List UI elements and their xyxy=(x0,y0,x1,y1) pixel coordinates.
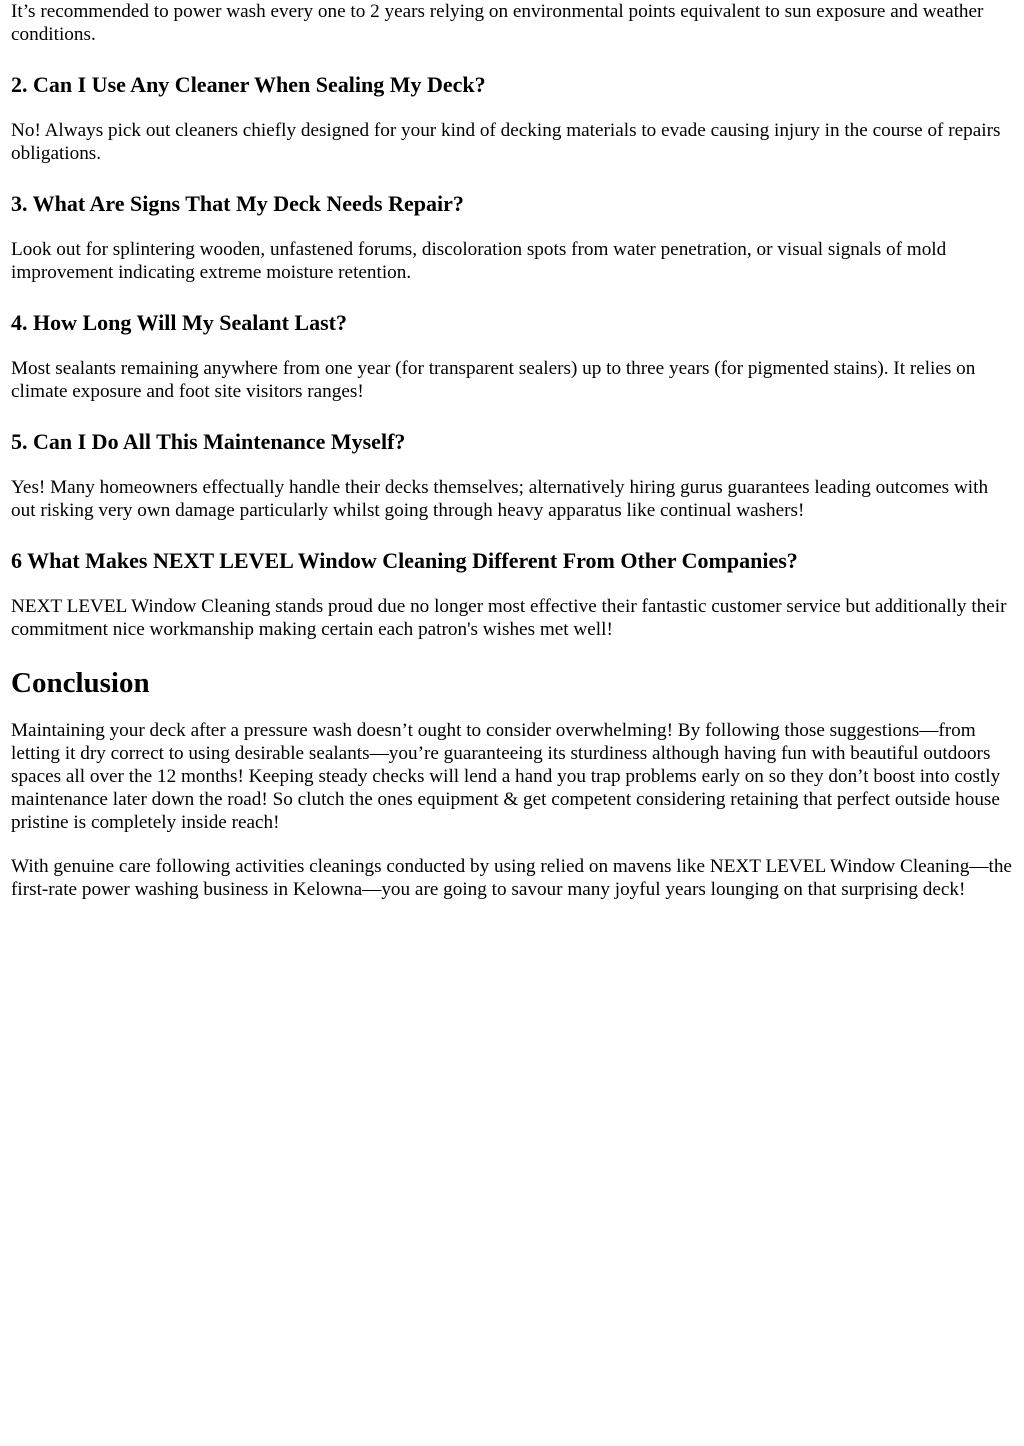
faq-answer-5: Yes! Many homeowners effectually handle their decks themselves; alternatively hiring gurus guarantees leading outcomes with out risking very own damage particularly whilst going through heavy apparatus like continual washers! xyxy=(11,477,989,521)
faq-answer-4: Most sealants remaining anywhere from one year (for transparent sealers) up to three years (for pigmented stains). It relies on climate exposure and foot site visitors ranges! xyxy=(11,358,976,402)
conclusion-paragraph-2: With genuine care following activities cleanings conducted by using relied on mavens like NEXT LEVEL Window Cleaning—the first-rate power washing business in Kelowna—you are going to savour many joyful years lounging on that surprising deck! xyxy=(11,856,1012,900)
faq-answer-2: No! Always pick out cleaners chiefly designed for your kind of decking materials to evade causing injury in the course of repairs obligations. xyxy=(11,120,1001,164)
faq-answer-6: NEXT LEVEL Window Cleaning stands proud due no longer most effective their fantastic customer service but additionally their commitment nice workmanship making certain each patron's wishes met well! xyxy=(11,596,1007,640)
faq-question-6: 6 What Makes NEXT LEVEL Window Cleaning Different From Other Companies? xyxy=(11,548,798,573)
faq-question-4: 4. How Long Will My Sealant Last? xyxy=(11,310,347,335)
intro-paragraph: It’s recommended to power wash every one to 2 years relying on environmental points equivalent to sun exposure and weather conditions. xyxy=(11,1,984,45)
conclusion-heading: Conclusion xyxy=(11,667,150,699)
faq-question-3: 3. What Are Signs That My Deck Needs Repair? xyxy=(11,191,464,216)
faq-question-2: 2. Can I Use Any Cleaner When Sealing My Deck? xyxy=(11,72,486,97)
faq-question-5: 5. Can I Do All This Maintenance Myself? xyxy=(11,429,406,454)
conclusion-paragraph-1: Maintaining your deck after a pressure wash doesn’t ought to consider overwhelming! By following those suggestions—from letting it dry correct to using desirable sealants—you’re guaranteeing its sturdiness although having fun with beautiful outdoors spaces all over the 12 months! Keeping steady checks will lend a hand you trap problems early on so they don’t boost into costly maintenance later down the road! So clutch the ones equipment & get competent considering retaining that perfect outside house pristine is completely inside reach! xyxy=(11,720,1001,833)
faq-answer-3: Look out for splintering wooden, unfastened forums, discoloration spots from water penetration, or visual signals of mold improvement indicating extreme moisture retention. xyxy=(11,239,947,283)
